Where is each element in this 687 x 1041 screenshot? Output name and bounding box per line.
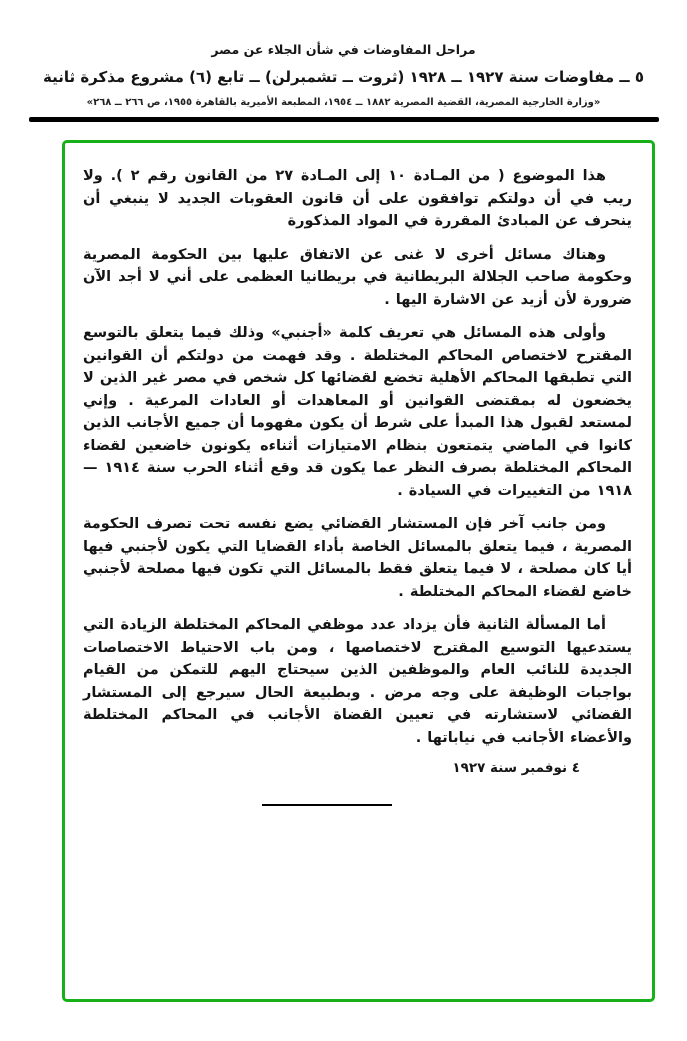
header-divider (29, 117, 659, 122)
paragraph: أما المسألة الثانية فأن يزداد عدد موظفي المحاكم المختلطة الزيادة التي يستدعيها التوسيع المقترح لاختصاصها ، ومن باب الاحتياط الاختصاصات الجديدة للنائب العام والموظفين الذين سيحتاج اليهم للتمكن من القيام بواجبات الوظيفة على وجه مرض . وبطبيعة الحال سيرجع إلى المستشار القضائي لاستشارته في تعيين القضاة الأجانب في المحاكم المختلطة والأعضاء الأجانب في نياباتها . (83, 617, 632, 746)
signature-line (262, 804, 392, 806)
paragraph: هذا الموضوع ( من المـادة ١٠ إلى المـادة ٢٧ من القانون رقم ٢ ). ولا ريب في أن دولتكم توافقون على أن قانون العقوبات الجديد لا ينبغي أن ينحرف عن المبادئ المقررة في المواد المذكورة (83, 168, 632, 229)
paragraph: وهناك مسائل أخرى لا غنى عن الاتفاق عليها بين الحكومة المصرية وحكومة صاحب الجلالة البريطانية في بريطانيا العظمى على أني لا أجد الآن ضرورة لأن أزيد عن الاشارة اليها . (83, 246, 632, 308)
paragraph: ومن جانب آخر فإن المستشار القضائي يضع نفسه تحت تصرف الحكومة المصرية ، فيما يتعلق بالمسائل الخاصة بأداء القضايا التي يكون لأجنبي فيها أيا كان مصلحة ، لا فيما يتعلق فقط بالمسائل التي تكون فيها مصلحة لأجنبي خاضع لقضاء المحاكم المختلطة . (83, 516, 632, 600)
source-citation: «وزارة الخارجية المصرية، القضية المصرية ١٨٨٢ ــ ١٩٥٤، المطبعة الأميرية بالقاهرة ١٩٥٥، ص ٢٦٦ ــ ٢٦٨» (86, 97, 601, 108)
date-line: ٤ نوفمبر سنة ١٩٢٧ (452, 760, 580, 776)
document-title: مراحل المفاوضات في شأن الجلاء عن مصر (211, 42, 476, 57)
paragraph: وأولى هذه المسائل هي تعريف كلمة «أجنبي» وذلك فيما يتعلق بالتوسع المقترح لاختصاص المحاكم المختلطة . وقد فهمت من دولتكم أن القوانين التي تطبقها المحاكم الأهلية تخضع لقضائها كل شخص في مصر غير الذين لا يخضعون له بمقتضى القوانين أو المعاهدات أو العادات المرعية . وإني لمستعد لقبول هذا المبدأ على شرط أن يكون مفهوما أن جميع الأجانب الذين كانوا في الماضي يتمتعون بنظام الامتيازات أثناءه يكونون خاضعين لقضاء المحاكم المختلطة بصرف النظر عما يكون قد وقع أثناء الحرب سنة ١٩١٤ — ١٩١٨ من التغييرات في السيادة . (83, 325, 632, 499)
document-header (0, 42, 687, 108)
document-subtitle: ٥ ــ مفاوضات سنة ١٩٢٧ ــ ١٩٢٨ (ثروت ــ تشمبرلن) ــ تابع (٦) مشروع مذكرة ثانية (42, 68, 645, 86)
content-frame (62, 140, 655, 1002)
